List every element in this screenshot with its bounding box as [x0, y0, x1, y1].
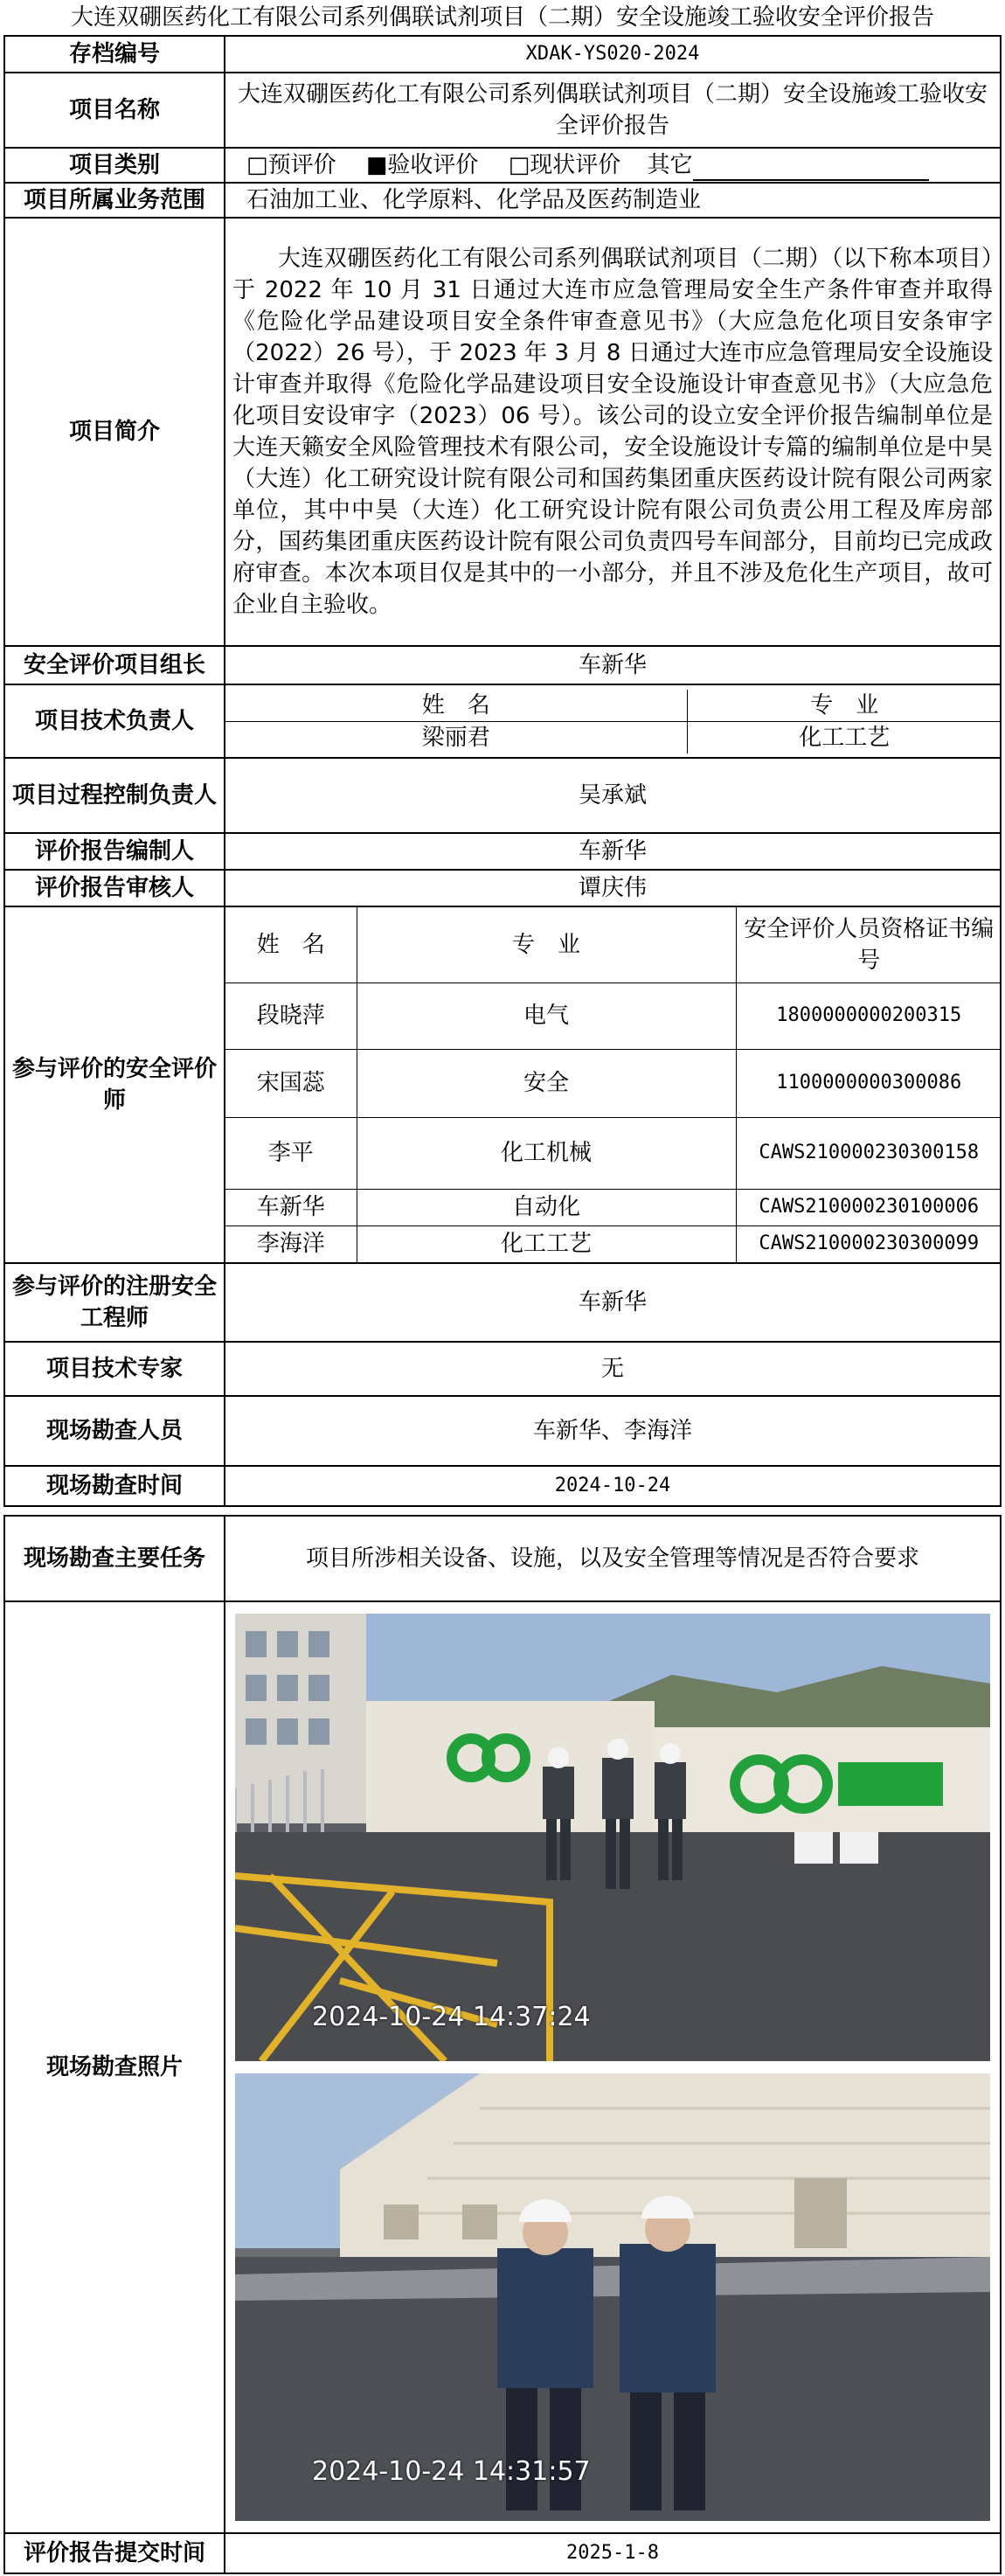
- assessor-cert: CAWS210000230300099: [736, 1226, 1002, 1262]
- assessor-major: 自动化: [357, 1189, 736, 1226]
- assessor-name: 李平: [225, 1117, 357, 1189]
- assessor-name: 段晓萍: [225, 982, 357, 1049]
- site-time-value: 2024-10-24: [225, 1466, 1001, 1506]
- archive-no-value: XDAK-YS020-2024: [225, 36, 1001, 73]
- table-row: [225, 1117, 1002, 1189]
- acceptance-eval-checkbox: ■验收评价: [365, 152, 479, 178]
- assessor-name: 车新华: [225, 1189, 357, 1226]
- survey-photos-cell: [225, 1601, 1001, 2533]
- site-photo-workshop-image: [235, 2073, 990, 2521]
- team-leader-value: 车新华: [225, 646, 1001, 684]
- project-type-options: [225, 148, 1001, 183]
- assessor-cert-header: 安全评价人员资格证书编号: [736, 907, 1002, 982]
- assessor-cert: CAWS210000230300158: [736, 1117, 1002, 1189]
- other-blank-line: [693, 156, 929, 181]
- intro-label: 项目简介: [4, 218, 225, 646]
- tech-lead-name: 梁丽君: [225, 721, 687, 753]
- tech-lead-name-header: 姓 名: [225, 690, 687, 722]
- assessor-major: 安全: [357, 1049, 736, 1117]
- tech-expert-label: 项目技术专家: [4, 1342, 225, 1396]
- assessors-label: 参与评价的安全评价师: [4, 906, 225, 1263]
- assessor-name-header: 姓 名: [225, 907, 357, 982]
- assessor-major: 电气: [357, 982, 736, 1049]
- site-photo-entrance-image: [235, 1614, 990, 2061]
- status-eval-checkbox: □现状评价: [508, 152, 621, 178]
- site-time-label: 现场勘查时间: [4, 1466, 225, 1506]
- table-row: [225, 1189, 1002, 1226]
- info-table: [3, 35, 1002, 1507]
- assessor-name: 李海洋: [225, 1226, 357, 1262]
- team-leader-label: 安全评价项目组长: [4, 646, 225, 684]
- tech-lead-label: 项目技术负责人: [4, 684, 225, 758]
- intro-text: 大连双硼医药化工有限公司系列偶联试剂项目（二期）（以下称本项目）于 2022 年 10 月 31 日通过大连市应急管理局安全生产条件审查并取得《危险化学品建设项目安全条件审查意见书》（大应急危化项目安条审字（2022）26 号），于 2023 年 3 月 8 日通过大连市应急管理局安全设施设计审查并取得《危险化学品建设项目安全设施设计审查意见书》（大应急危化项目安设审字（2023）06 号）。该公司的设立安全评价报告编制单位是大连天籁安全风险管理技术有限公司，安全设施设计专篇的编制单位是中昊（大连）化工研究设计院有限公司和国药集团重庆医药设计院有限公司两家单位，其中中昊（大连）化工研究设计院有限公司负责公用工程及库房部分，国药集团重庆医药设计院有限公司负责四号车间部分，目前均已完成政府审查。本次本项目仅是其中的一小部分，并且不涉及危化生产项目，故可企业自主验收。: [225, 218, 1001, 646]
- process-control-value: 吴承斌: [225, 758, 1001, 833]
- business-scope-label: 项目所属业务范围: [4, 183, 225, 218]
- site-photo-entrance: [235, 1614, 990, 2061]
- process-control-label: 项目过程控制负责人: [4, 758, 225, 833]
- table-row: [225, 1049, 1002, 1117]
- survey-task-value: 项目所涉相关设备、设施，以及安全管理等情况是否符合要求: [225, 1516, 1001, 1601]
- reviewer-label: 评价报告审核人: [4, 870, 225, 906]
- pre-eval-checkbox: □预评价: [246, 152, 336, 178]
- reg-engineer-label: 参与评价的注册安全工程师: [4, 1263, 225, 1342]
- assessor-major: 化工机械: [357, 1117, 736, 1189]
- assessors-subtable: [225, 907, 1002, 1262]
- tech-expert-value: 无: [225, 1342, 1001, 1396]
- tech-lead-subtable-cell: [225, 684, 1001, 758]
- assessor-cert: 1800000000200315: [736, 982, 1002, 1049]
- project-type-label: 项目类别: [4, 148, 225, 183]
- survey-photos-label: 现场勘查照片: [4, 1601, 225, 2533]
- compiler-value: 车新华: [225, 833, 1001, 870]
- reg-engineer-value: 车新华: [225, 1263, 1001, 1342]
- table-row: [225, 1226, 1002, 1262]
- project-name-label: 项目名称: [4, 73, 225, 148]
- assessor-major-header: 专 业: [357, 907, 736, 982]
- reviewer-value: 谭庆伟: [225, 870, 1001, 906]
- other-option-label: 其它: [647, 152, 693, 178]
- survey-task-label: 现场勘查主要任务: [4, 1516, 225, 1601]
- tech-lead-major-header: 专 业: [687, 690, 1002, 722]
- tech-lead-subtable: [225, 690, 1002, 753]
- photo2-timestamp: 2024-10-24 14:31:57: [312, 2456, 591, 2487]
- assessor-cert: 1100000000300086: [736, 1049, 1002, 1117]
- business-scope-value: 石油加工业、化学原料、化学品及医药制造业: [225, 183, 1001, 218]
- photo1-timestamp: 2024-10-24 14:37:24: [312, 2002, 591, 2032]
- submit-time-label: 评价报告提交时间: [4, 2533, 225, 2573]
- archive-no-label: 存档编号: [4, 36, 225, 73]
- submit-time-value: 2025-1-8: [225, 2533, 1001, 2573]
- assessor-cert: CAWS210000230100006: [736, 1189, 1002, 1226]
- survey-table: [3, 1515, 1002, 2574]
- assessor-name: 宋国蕊: [225, 1049, 357, 1117]
- assessors-subtable-cell: [225, 906, 1001, 1263]
- compiler-label: 评价报告编制人: [4, 833, 225, 870]
- tech-lead-major: 化工工艺: [687, 721, 1002, 753]
- site-staff-label: 现场勘查人员: [4, 1396, 225, 1466]
- document-title: 大连双硼医药化工有限公司系列偶联试剂项目（二期）安全设施竣工验收安全评价报告: [70, 4, 934, 31]
- site-photo-workshop: [235, 2073, 990, 2521]
- assessor-major: 化工工艺: [357, 1226, 736, 1262]
- table-row: [225, 982, 1002, 1049]
- site-staff-value: 车新华、李海洋: [225, 1396, 1001, 1466]
- project-name-value: 大连双硼医药化工有限公司系列偶联试剂项目（二期）安全设施竣工验收安全评价报告: [225, 73, 1001, 148]
